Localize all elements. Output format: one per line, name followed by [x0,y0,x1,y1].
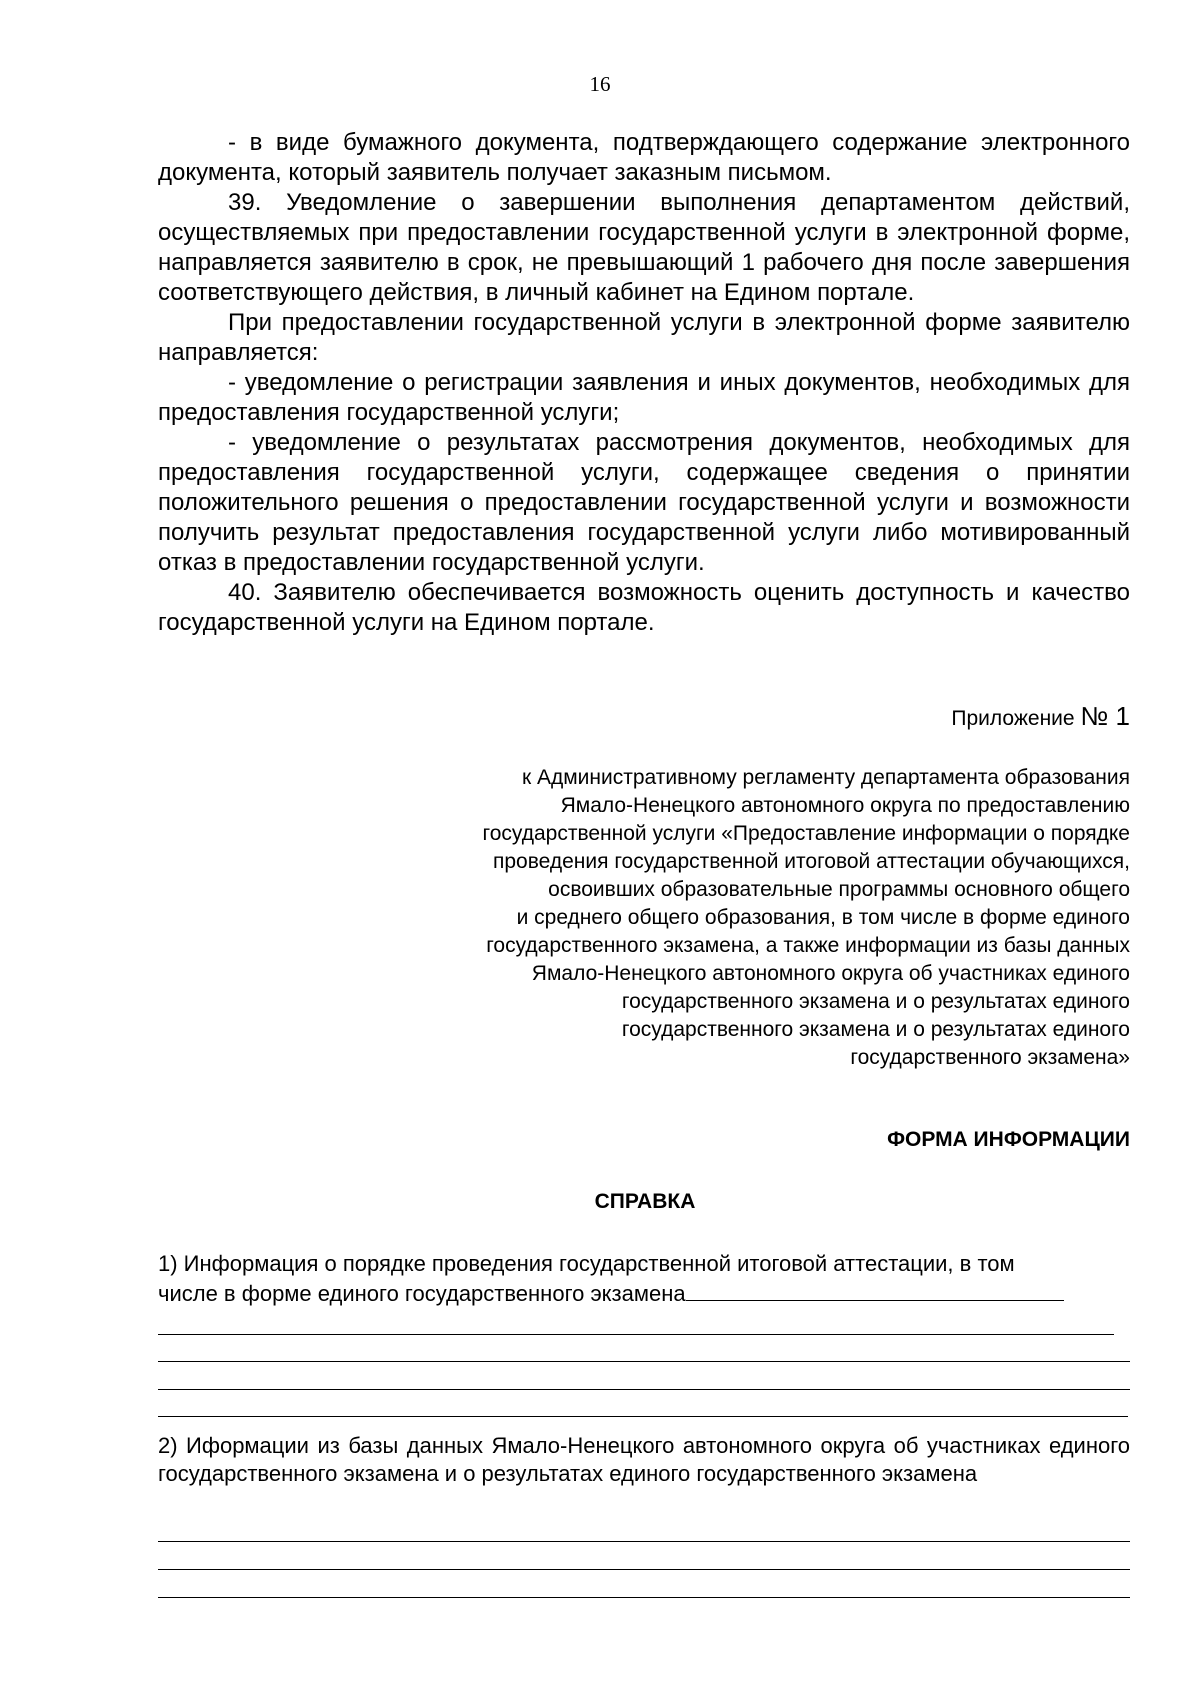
spravka-title: СПРАВКА [594,1190,696,1213]
paragraph-registration-notice: - уведомление о регистрации заявления и иных документов, необходимых для предоставления государственной услуги; [158,369,1130,426]
appendix-reference-line: государственного экзамена и о результатах единого [621,1018,1130,1041]
paragraph-results-notice: - уведомление о результатах рассмотрения документов, необходимых для предоставления государственной услуги, содержащее сведения о принятии положительного решения о предоставлении государственной услуги и возможности получить результат предоставления государственной услуги либо мотивированный отказ в предоставлении государственной услуги. [158,429,1130,576]
form-item-2-blank-line[interactable] [158,1541,1130,1542]
form-item-1 [158,1250,1130,1308]
form-item-1-line-1: 1) Информация о порядке проведения государственной итоговой аттестации, в том [158,1251,1015,1276]
appendix-reference-line: освоивших образовательные программы основного общего [548,878,1130,901]
appendix-label: Приложение [951,707,1075,730]
form-item-1-blank-line[interactable] [158,1416,1128,1417]
appendix-number: № 1 [1080,701,1130,731]
appendix-reference-line: Ямало-Ненецкого автономного округа об участниках единого [531,962,1130,985]
appendix-reference-line: Ямало-Ненецкого автономного округа по предоставлению [560,794,1130,817]
paragraph-electronic-form: При предоставлении государственной услуги в электронной форме заявителю направляется: [158,309,1130,366]
appendix-reference-line: государственного экзамена» [850,1046,1130,1069]
form-item-1-blank-line[interactable] [158,1334,1114,1335]
appendix-reference-line: проведения государственной итоговой аттестации обучающихся, [493,850,1130,873]
appendix-reference-line: государственного экзамена и о результатах единого [621,990,1130,1013]
form-item-2-blank-line[interactable] [158,1597,1130,1598]
paragraph-paper-document: - в виде бумажного документа, подтверждающего содержание электронного документа, который заявитель получает заказным письмом. [158,129,1130,186]
page-number: 16 [589,72,611,96]
form-item-1-blank-line[interactable] [158,1389,1130,1390]
form-item-1-blank-line[interactable] [158,1361,1130,1362]
form-item-2: 2) Иформации из базы данных Ямало-Ненецкого автономного округа об участниках единого государственного экзамена и о результатах единого государственного экзамена [158,1433,1130,1486]
appendix-reference-line: и среднего общего образования, в том числе в форме единого [516,906,1130,929]
form-item-2-blank-line[interactable] [158,1569,1130,1570]
form-item-1-blank-inline[interactable] [686,1278,1064,1301]
body-text [158,128,1130,638]
appendix-title [158,700,1130,735]
appendix-reference-line: к Административному регламенту департамента образования [521,766,1130,789]
appendix-reference-line: государственного экзамена, а также информации из базы данных [486,934,1130,957]
appendix-reference-line: государственной услуги «Предоставление информации о порядке [482,822,1130,845]
paragraph-40: 40. Заявителю обеспечивается возможность оценить доступность и качество государственной услуги на Едином портале. [158,579,1130,636]
paragraph-39: 39. Уведомление о завершении выполнения департаментом действий, осуществляемых при предоставлении государственной услуги в электронной форме, направляется заявителю в срок, не превышающий 1 рабочего дня после завершения соответствующего действия, в личный кабинет на Едином портале. [158,189,1130,306]
form-item-1-line-2-text: числе в форме единого государственного экзамена [158,1281,686,1306]
form-item-1-line-2 [158,1278,1130,1308]
form-heading: ФОРМА ИНФОРМАЦИИ [887,1128,1130,1151]
appendix-reference [300,764,1130,1072]
